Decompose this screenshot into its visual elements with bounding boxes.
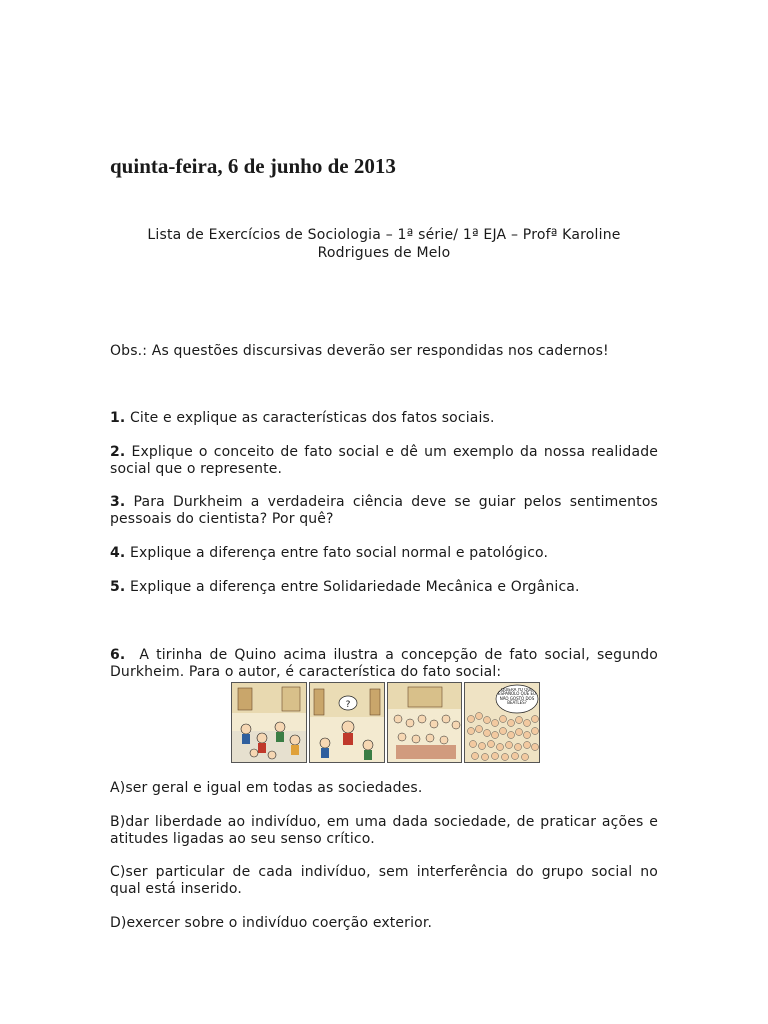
question-text: A tirinha de Quino acima ilustra a concepção de fato social, segundo Durkheim. Para o autor, é característica do fato social: xyxy=(110,647,658,680)
question-text: Explique a diferença entre fato social normal e patológico. xyxy=(129,545,549,561)
question-number: 1. xyxy=(110,410,126,426)
quino-comic-strip xyxy=(231,682,540,763)
question-5 xyxy=(110,579,658,596)
obs-note: Obs.: As questões discursivas deverão ser respondidas nos cadernos! xyxy=(110,343,609,359)
option-b: B)dar liberdade ao indivíduo, em uma dada sociedade, de praticar ações e atitudes ligadas ao seu senso crítico. xyxy=(110,814,658,847)
post-date: quinta-feira, 6 de junho de 2013 xyxy=(110,154,396,178)
question-text: Cite e explique as características dos fatos sociais. xyxy=(129,410,495,426)
question-number: 4. xyxy=(110,545,126,561)
option-c: C)ser particular de cada indivíduo, sem interferência do grupo social no qual está inserido. xyxy=(110,864,658,897)
question-number: 2. xyxy=(110,444,126,460)
option-a: A)ser geral e igual em todas as sociedades. xyxy=(110,780,423,796)
question-text: Explique a diferença entre Solidariedade Mecânica e Orgânica. xyxy=(129,579,580,595)
question-4 xyxy=(110,545,658,562)
option-d: D)exercer sobre o indivíduo coerção exterior. xyxy=(110,915,433,931)
question-number: 5. xyxy=(110,579,126,595)
comic-panel-1 xyxy=(231,682,307,763)
question-text: Explique o conceito de fato social e dê um exemplo da nossa realidade social que o represente. xyxy=(110,444,658,477)
comic-panel-4 xyxy=(464,682,540,763)
question-6 xyxy=(110,647,658,680)
comic-question-mark: ? xyxy=(345,700,351,710)
comic-panel-3 xyxy=(387,682,463,763)
comic-speech-bubble: QUIERA YO QUE ESPAÑOLO QUE EU NÃO GOSTO DOS BEATLES? xyxy=(498,688,537,706)
question-text: Para Durkheim a verdadeira ciência deve se guiar pelos sentimentos pessoais do cientista? Por quê? xyxy=(110,494,658,527)
question-3 xyxy=(110,494,658,527)
question-number: 3. xyxy=(110,494,126,510)
question-2 xyxy=(110,444,658,477)
exercise-list-title: Lista de Exercícios de Sociologia – 1ª série/ 1ª EJA – Profª Karoline Rodrigues de Melo xyxy=(147,227,621,261)
question-number: 6. xyxy=(110,647,126,663)
question-1 xyxy=(110,410,658,427)
comic-panel-2 xyxy=(309,682,385,763)
